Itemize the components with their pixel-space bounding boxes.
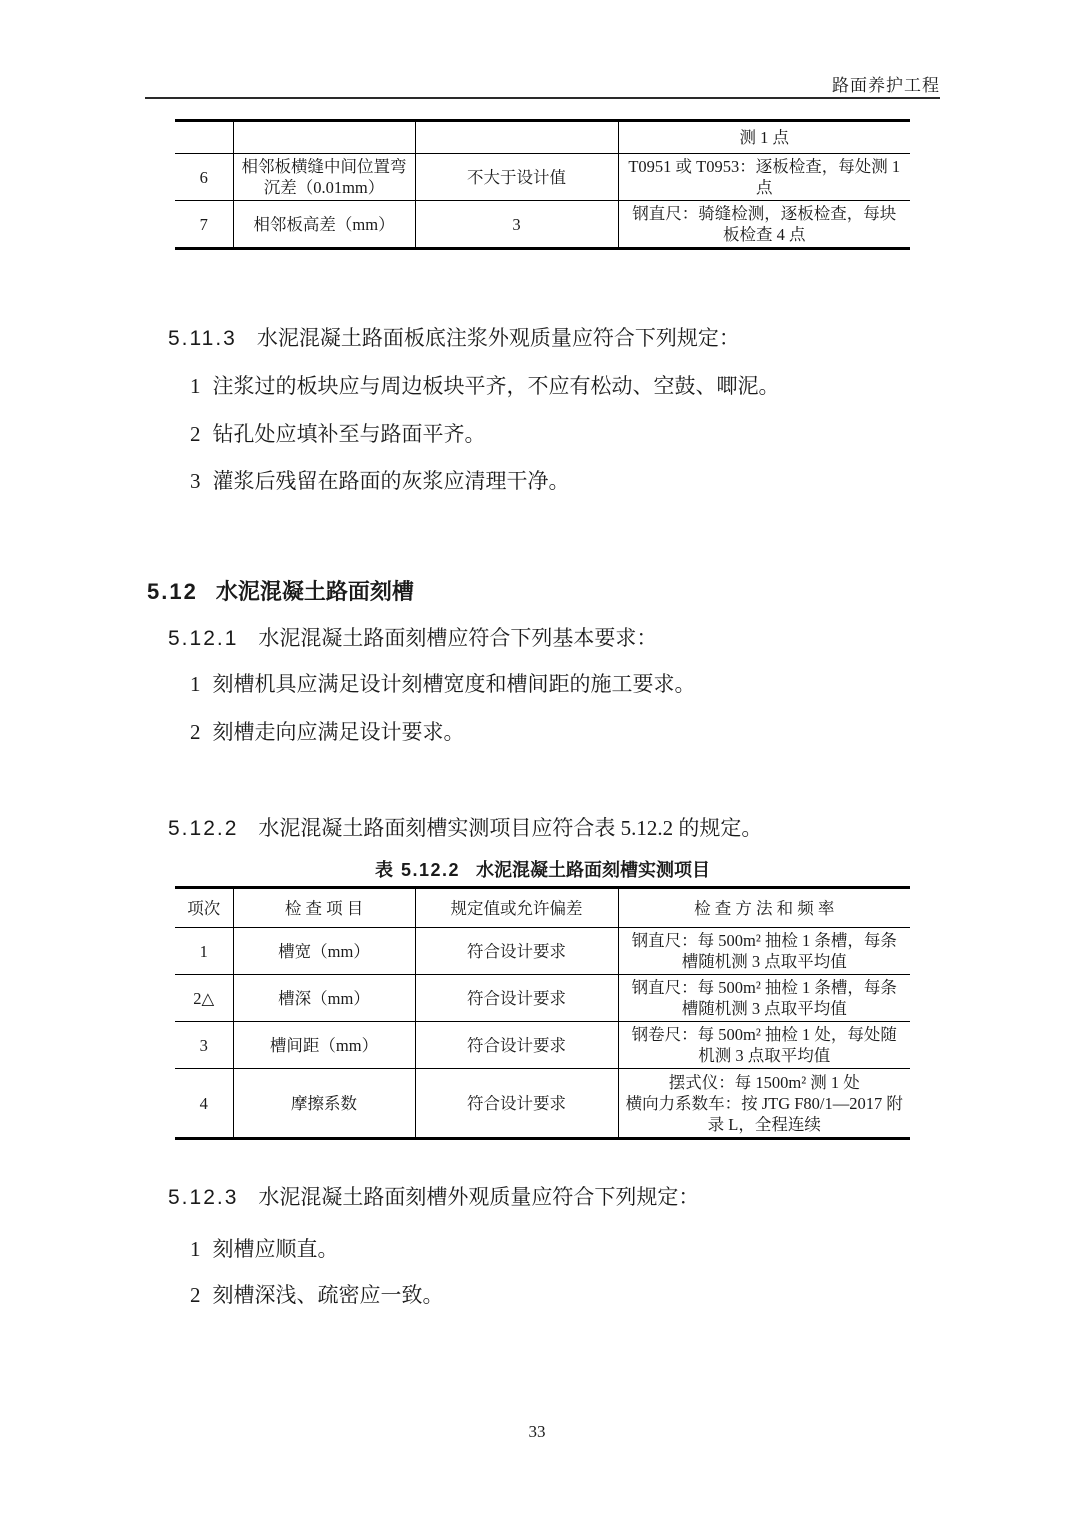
cell-method	[618, 975, 910, 1022]
header-method: 检 查 方 法 和 频 率	[618, 888, 910, 928]
item-text: 灌浆后残留在路面的灰浆应清理干净。	[212, 469, 570, 493]
cell-value: 符合设计要求	[415, 1022, 618, 1069]
page-number: 33	[528, 1422, 546, 1441]
clause-number: 5.11.3	[168, 327, 237, 350]
clause-number: 5.12.1	[168, 627, 239, 650]
cell-item: 相邻板横缝中间位置弯沉差（0.01mm）	[233, 154, 415, 201]
cell-item: 摩擦系数	[233, 1069, 415, 1139]
clause-5-11-3	[168, 325, 740, 352]
table-header-row	[175, 888, 910, 928]
table-continued-5-11	[175, 119, 910, 250]
cell-no: 7	[175, 201, 233, 249]
running-header-title: 路面养护工程	[832, 76, 940, 95]
item-text: 刻槽走向应满足设计要求。	[212, 720, 465, 744]
section-title: 水泥混凝土路面刻槽	[215, 579, 414, 604]
clause-5-12-2	[168, 815, 762, 842]
clause-item	[190, 468, 570, 494]
cell-value: 符合设计要求	[415, 1069, 618, 1139]
clause-5-12-1	[168, 625, 657, 652]
item-text: 注浆过的板块应与周边板块平齐，不应有松动、空鼓、唧泥。	[212, 374, 780, 398]
item-number: 2	[190, 1283, 201, 1307]
cell-method	[618, 1069, 910, 1139]
cell-method	[618, 1022, 910, 1069]
header-item: 检 查 项 目	[233, 888, 415, 928]
table-row	[175, 121, 910, 154]
cell-method: T0951 或 T0953：逐板检查，每处测 1 点	[618, 154, 910, 201]
cell-value: 3	[415, 201, 618, 249]
cell-value	[415, 121, 618, 154]
clause-number: 5.12.3	[168, 1186, 239, 1209]
table-row	[175, 1022, 910, 1069]
cell-no: 1	[175, 928, 233, 975]
table-caption-title: 水泥混凝土路面刻槽实测项目	[476, 860, 711, 880]
table-row	[175, 1069, 910, 1139]
clause-item	[190, 421, 486, 447]
clause-item	[190, 373, 780, 399]
table-row	[175, 928, 910, 975]
cell-item	[233, 121, 415, 154]
cell-method	[618, 928, 910, 975]
cell-item: 槽深（mm）	[233, 975, 415, 1022]
method-text: 钢卷尺：每 500m² 抽检 1 处，每处随机测 3 点取平均值	[631, 1025, 897, 1065]
clause-item	[190, 1282, 444, 1308]
cell-method: 测 1 点	[618, 121, 910, 154]
clause-number: 5.12.2	[168, 817, 239, 840]
clause-title: 水泥混凝土路面刻槽外观质量应符合下列规定：	[258, 1185, 700, 1209]
item-number: 1	[190, 374, 201, 398]
method-text: 摆式仪：每 1500m² 测 1 处	[668, 1072, 860, 1092]
clause-title: 水泥混凝土路面刻槽实测项目应符合表 5.12.2 的规定。	[258, 816, 763, 840]
table-caption	[175, 856, 910, 882]
clause-5-12-3	[168, 1184, 699, 1211]
item-number: 2	[190, 720, 201, 744]
item-text: 刻槽应顺直。	[212, 1237, 339, 1261]
cell-no: 6	[175, 154, 233, 201]
clause-item	[190, 719, 465, 745]
cell-method: 钢直尺：骑缝检测，逐板检查，每块板检查 4 点	[618, 201, 910, 249]
item-number: 1	[190, 672, 201, 696]
method-text: 钢直尺：每 500m² 抽检 1 条槽，每条槽随机测 3 点取平均值	[631, 978, 897, 1018]
item-text: 钻孔处应填补至与路面平齐。	[212, 422, 486, 446]
table-row	[175, 975, 910, 1022]
clause-item	[190, 671, 696, 697]
cell-value: 符合设计要求	[415, 975, 618, 1022]
cell-value: 符合设计要求	[415, 928, 618, 975]
section-number: 5.12	[147, 579, 198, 604]
table-row	[175, 154, 910, 201]
cell-no: 2△	[175, 975, 233, 1022]
cell-no	[175, 121, 233, 154]
item-number: 3	[190, 469, 201, 493]
clause-title: 水泥混凝土路面板底注浆外观质量应符合下列规定：	[256, 326, 740, 350]
section-heading-5-12	[147, 575, 414, 606]
cell-no: 4	[175, 1069, 233, 1139]
header-no: 项次	[187, 898, 221, 918]
cell-item: 相邻板高差（mm）	[233, 201, 415, 249]
cell-value: 不大于设计值	[415, 154, 618, 201]
table-5-12-2	[175, 886, 910, 1140]
header-rule	[145, 97, 940, 99]
item-number: 1	[190, 1237, 201, 1261]
method-text: 横向力系数车：按 JTG F80/1—2017 附录 L，全程连续	[625, 1093, 903, 1134]
table-row	[175, 201, 910, 249]
header-value: 规定值或允许偏差	[415, 888, 618, 928]
cell-no: 3	[175, 1022, 233, 1069]
item-text: 刻槽机具应满足设计刻槽宽度和槽间距的施工要求。	[212, 672, 696, 696]
clause-title: 水泥混凝土路面刻槽应符合下列基本要求：	[258, 626, 658, 650]
item-text: 刻槽深浅、疏密应一致。	[212, 1283, 444, 1307]
cell-item: 槽宽（mm）	[233, 928, 415, 975]
clause-item	[190, 1236, 339, 1262]
item-number: 2	[190, 422, 201, 446]
cell-item: 槽间距（mm）	[233, 1022, 415, 1069]
table-caption-label: 表 5.12.2	[374, 860, 461, 880]
method-text: 钢直尺：每 500m² 抽检 1 条槽，每条槽随机测 3 点取平均值	[631, 931, 897, 971]
